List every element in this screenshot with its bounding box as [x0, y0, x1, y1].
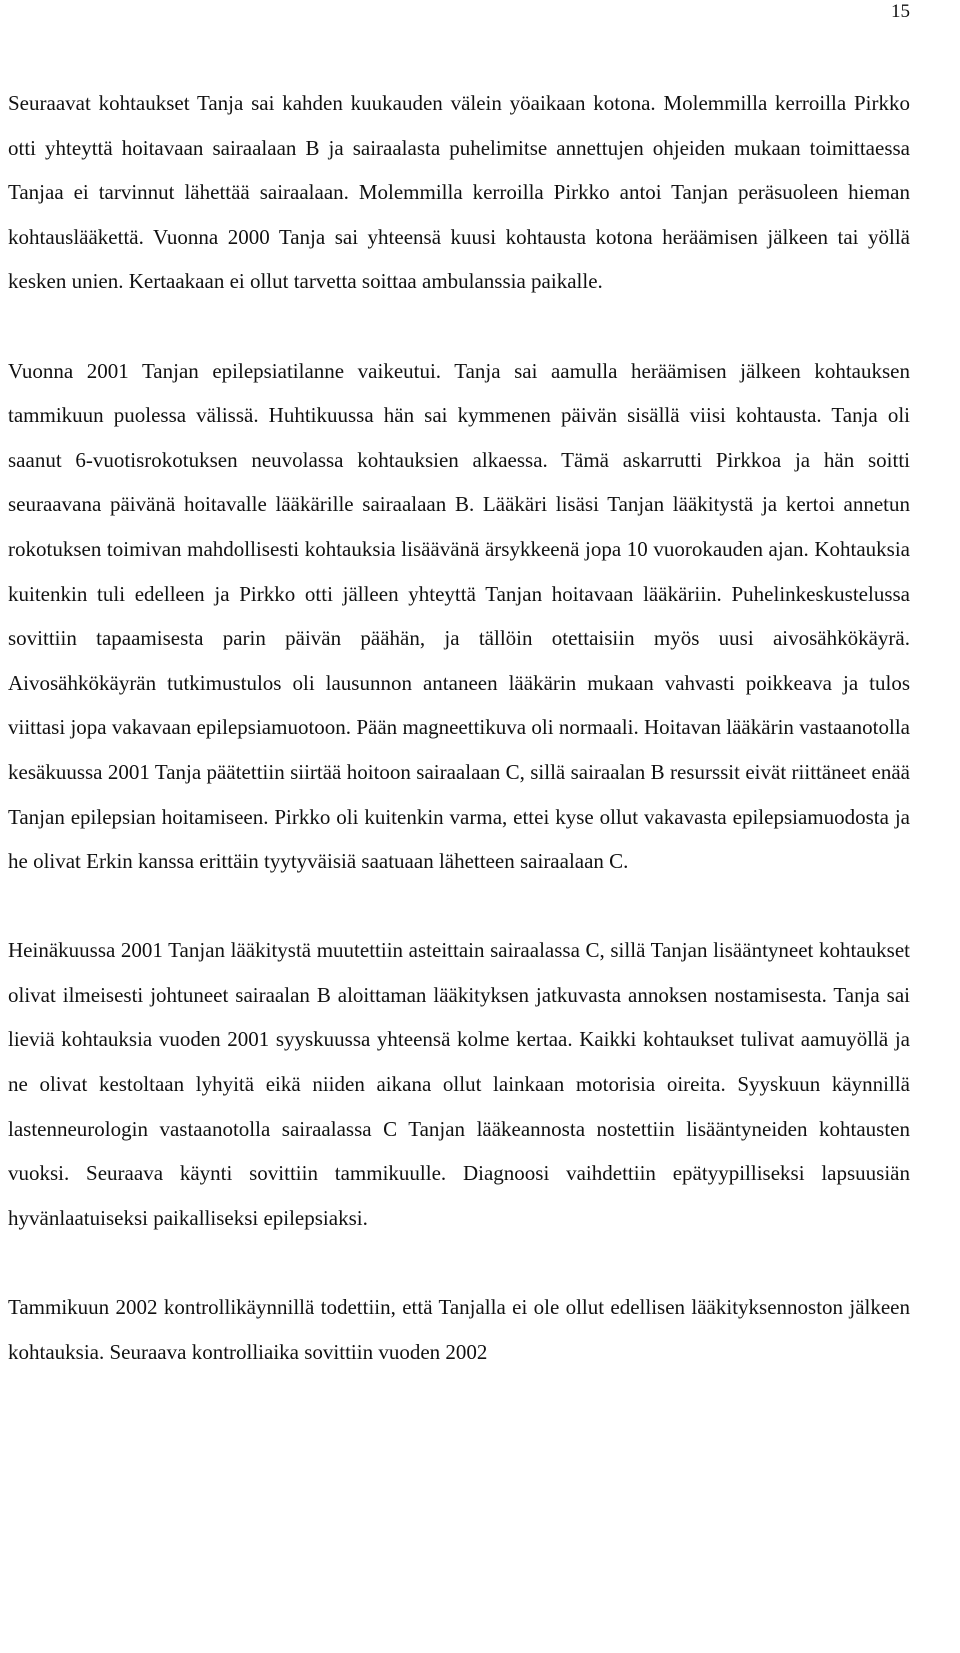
paragraph-4: Tammikuun 2002 kontrollikäynnillä todettiin, että Tanjalla ei ole ollut edellisen lääkityksennoston jälkeen kohtauksia. Seuraava kontrolliaika sovittiin vuoden 2002	[8, 1295, 910, 1364]
document-body	[8, 81, 910, 1374]
paragraph-2: Vuonna 2001 Tanjan epilepsiatilanne vaikeutui. Tanja sai aamulla heräämisen jälkeen kohtauksen tammikuun puolessa välissä. Huhtikuussa hän sai kymmenen päivän sisällä viisi kohtausta. Tanja oli saanut 6-vuotisrokotuksen neuvolassa kohtauksien alkaessa. Tämä askarrutti Pirkkoa ja hän soitti seuraavana päivänä hoitavalle lääkärille sairaalaan B. Lääkäri lisäsi Tanjan lääkitystä ja kertoi annetun rokotuksen toimivan mahdollisesti kohtauksia lisäävänä ärsykkeenä jopa 10 vuorokauden ajan. Kohtauksia kuitenkin tuli edelleen ja Pirkko otti jälleen yhteyttä Tanjan hoitavaan lääkäriin. Puhelinkeskustelussa sovittiin tapaamisesta parin päivän päähän, ja tällöin otettaisiin myös uusi aivosähkökäyrä. Aivosähkökäyrän tutkimustulos oli lausunnon antaneen lääkärin mukaan vahvasti poikkeava ja tulos viittasi jopa vakavaan epilepsiamuotoon. Pään magneettikuva oli normaali. Hoitavan lääkärin vastaanotolla kesäkuussa 2001 Tanja päätettiin siirtää hoitoon sairaalaan C, sillä sairaalan B resurssit eivät riittäneet enää Tanjan epilepsian hoitamiseen. Pirkko oli kuitenkin varma, ettei kyse ollut vakavasta epilepsiamuodosta ja he olivat Erkin kanssa erittäin tyytyväisiä saatuaan lähetteen sairaalaan C.	[8, 358, 910, 874]
page-number: 15	[891, 1, 910, 22]
paragraph-gap	[8, 1240, 910, 1285]
paragraph-1: Seuraavat kohtaukset Tanja sai kahden kuukauden välein yöaikaan kotona. Molemmilla kerroilla Pirkko otti yhteyttä hoitavaan sairaalaan B ja sairaalasta puhelimitse annettujen ohjeiden mukaan toimittaessa Tanjaa ei tarvinnut lähettää sairaalaan. Molemmilla kerroilla Pirkko antoi Tanjan peräsuoleen hieman kohtauslääkettä. Vuonna 2000 Tanja sai yhteensä kuusi kohtausta kotona heräämisen jälkeen tai yöllä kesken unien. Kertaakaan ei ollut tarvetta soittaa ambulanssia paikalle.	[8, 91, 910, 294]
paragraph-gap	[8, 304, 910, 349]
paragraph-gap	[8, 884, 910, 929]
paragraph-3: Heinäkuussa 2001 Tanjan lääkitystä muutettiin asteittain sairaalassa C, sillä Tanjan lisääntyneet kohtaukset olivat ilmeisesti johtuneet sairaalan B aloittaman lääkityksen jatkuvasta annoksen nostamisesta. Tanja sai lieviä kohtauksia vuoden 2001 syyskuussa yhteensä kolme kertaa. Kaikki kohtaukset tulivat aamuyöllä ja ne olivat kestoltaan lyhyitä eikä niiden aikana ollut lainkaan motorisia oireita. Syyskuun käynnillä lastenneurologin vastaanotolla sairaalassa C Tanjan lääkeannosta nostettiin lisääntyneiden kohtausten vuoksi. Seuraava käynti sovittiin tammikuulle. Diagnoosi vaihdettiin epätyypilliseksi lapsuusiän hyvänlaatuiseksi paikalliseksi epilepsiaksi.	[8, 938, 910, 1230]
